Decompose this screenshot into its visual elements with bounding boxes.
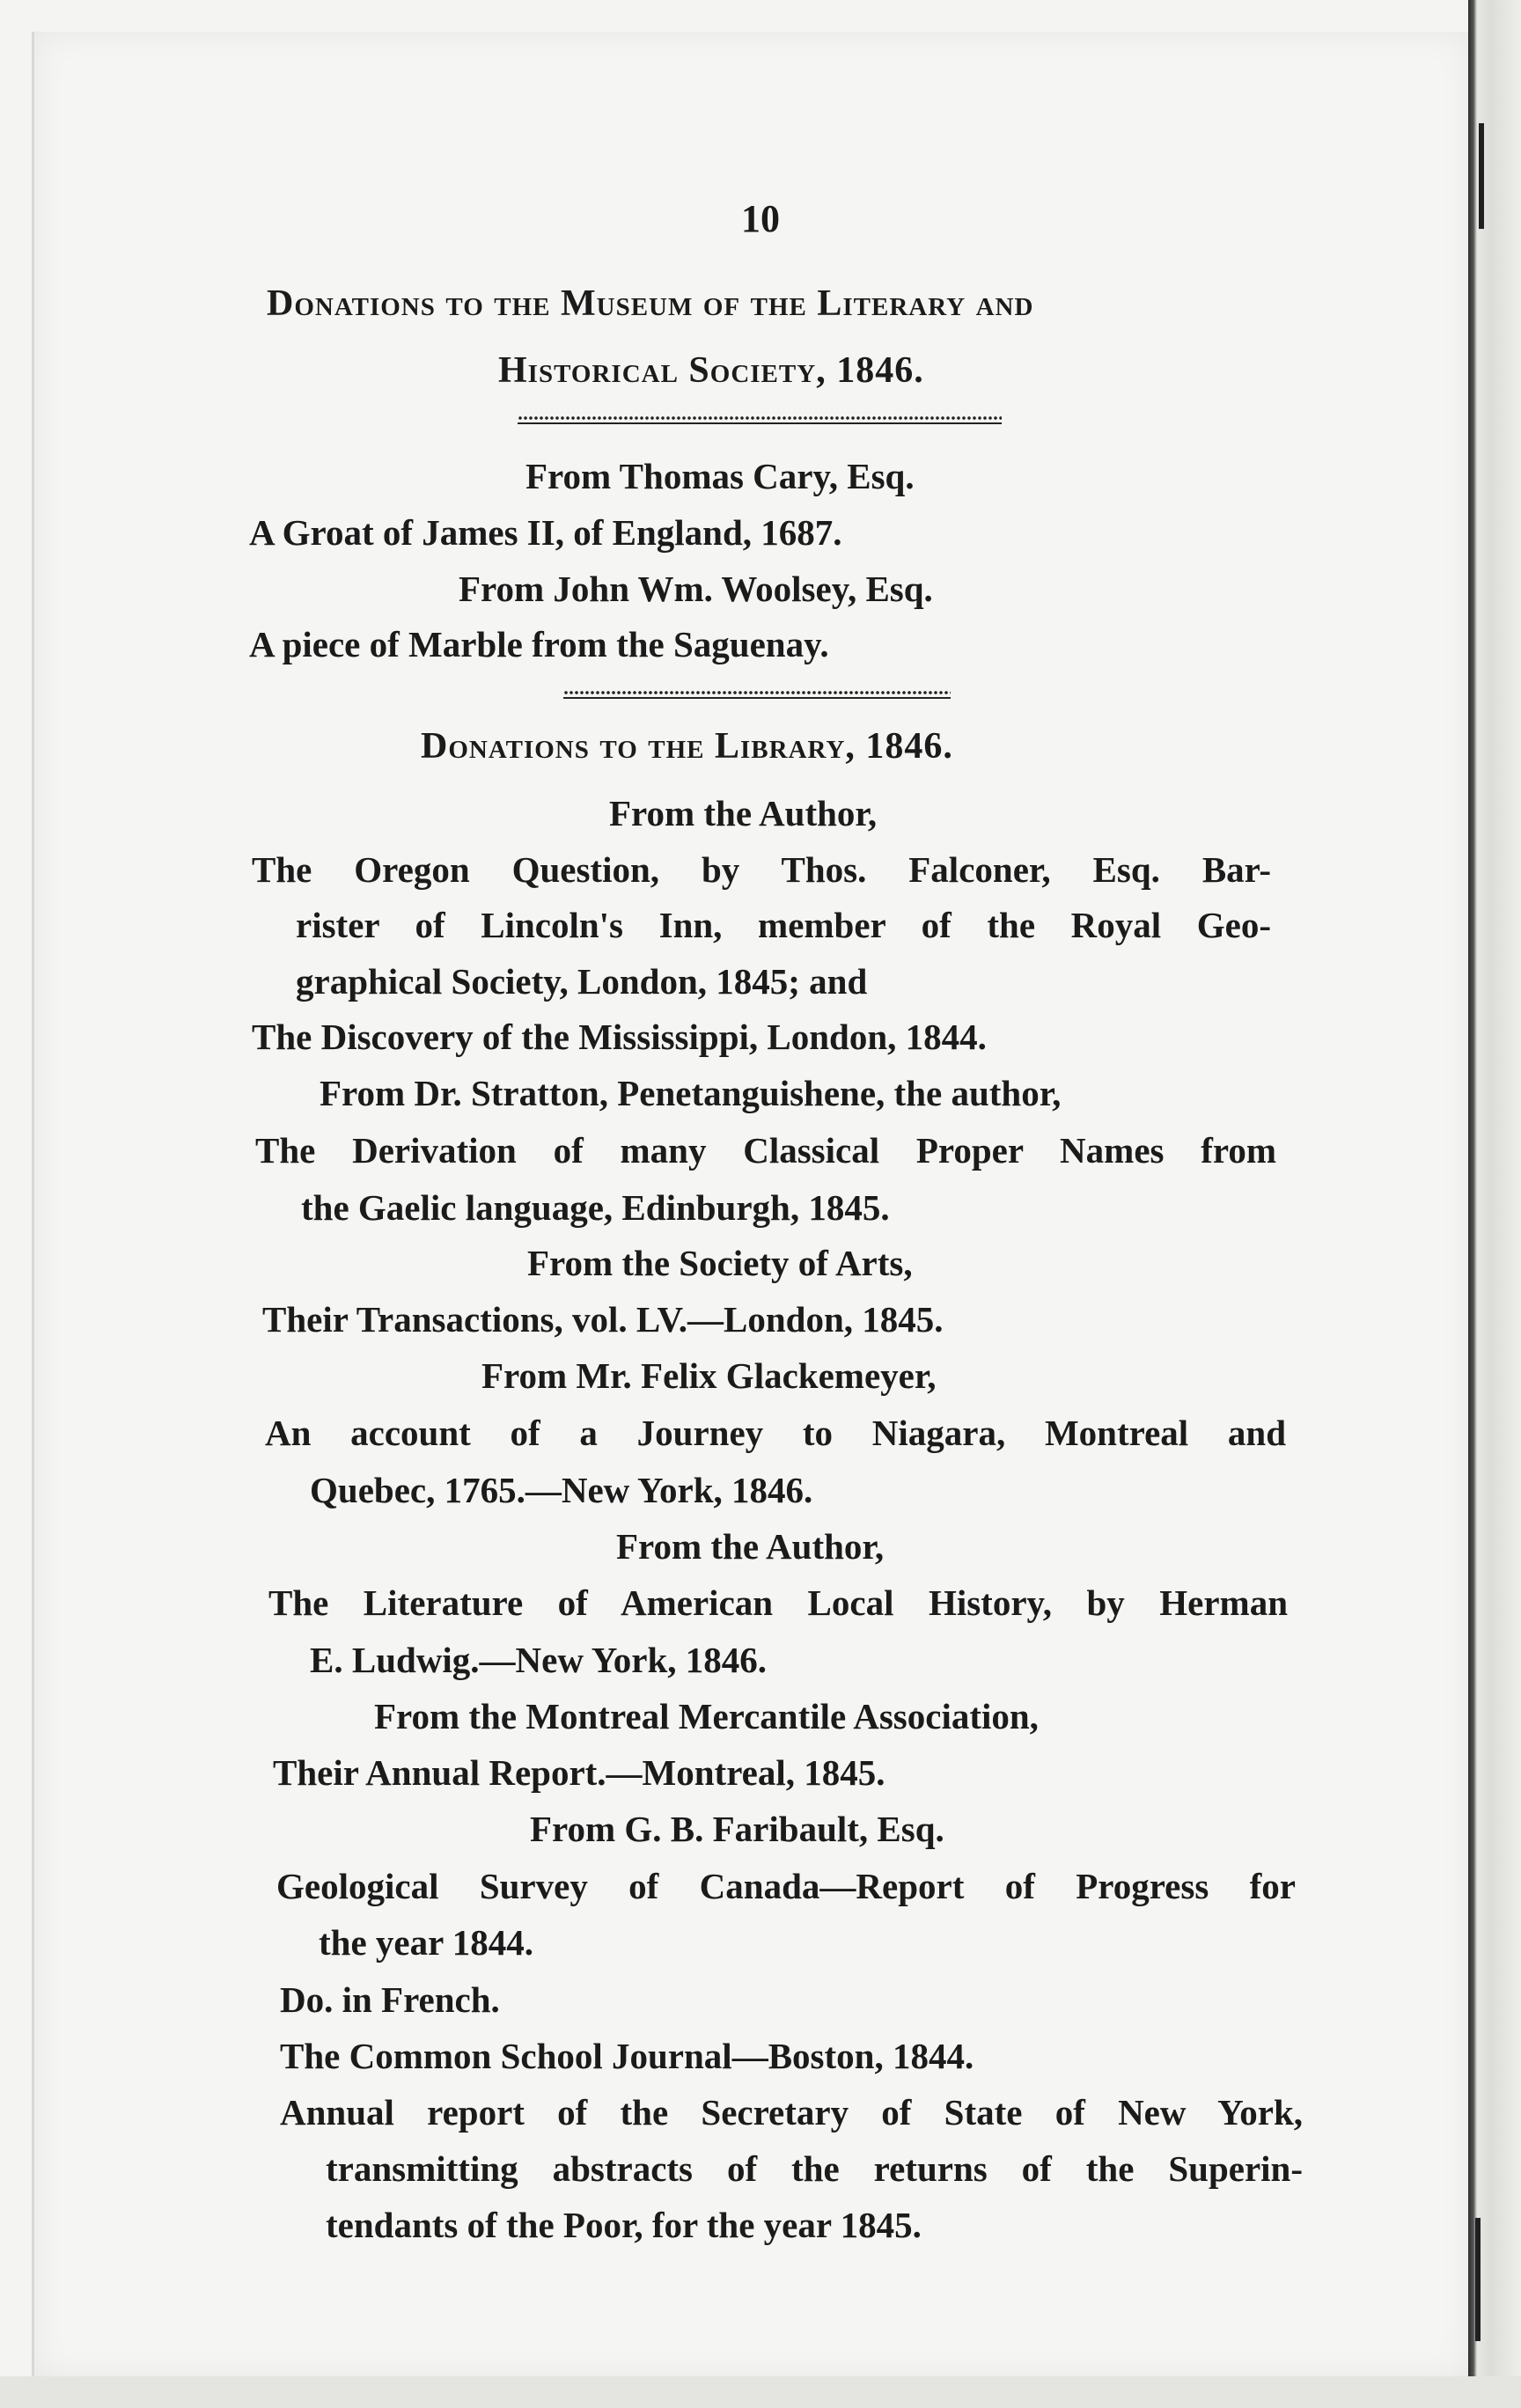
library-french: Do. in French. xyxy=(280,1979,500,2020)
library-oregon-line2: rister of Lincoln's Inn, member of the Royal Geo- xyxy=(296,905,1271,945)
library-secretary-line2: transmitting abstracts of the returns of the Superin- xyxy=(326,2148,1303,2189)
museum-item-2: A piece of Marble from the Saguenay. xyxy=(249,624,829,664)
library-geological-line1: Geological Survey of Canada—Report of Progress for xyxy=(276,1866,1296,1906)
museum-title-rule xyxy=(518,414,1002,424)
library-donor-1: From the Author, xyxy=(609,793,878,833)
library-geological-line2: the year 1844. xyxy=(319,1922,534,1963)
library-secretary-line1: Annual report of the Secretary of State of New York, xyxy=(280,2092,1303,2133)
library-derivation-line1: The Derivation of many Classical Proper Names from xyxy=(255,1130,1276,1171)
library-donor-3: From the Society of Arts, xyxy=(527,1243,913,1283)
library-transactions: Their Transactions, vol. LV.—London, 1845. xyxy=(262,1299,944,1340)
library-derivation-line2: the Gaelic language, Edinburgh, 1845. xyxy=(301,1187,890,1228)
library-journey-line2: Quebec, 1765.—New York, 1846. xyxy=(310,1470,813,1510)
library-secretary-line3: tendants of the Poor, for the year 1845. xyxy=(326,2205,922,2245)
page-number: 10 xyxy=(741,197,780,240)
library-annual-report: Their Annual Report.—Montreal, 1845. xyxy=(273,1752,885,1793)
library-donor-7: From G. B. Faribault, Esq. xyxy=(530,1809,944,1849)
library-literature-line2: E. Ludwig.—New York, 1846. xyxy=(310,1640,768,1680)
library-donor-5: From the Author, xyxy=(616,1526,885,1567)
library-journey-line1: An account of a Journey to Niagara, Montreal and xyxy=(265,1413,1286,1453)
museum-item-1: A Groat of James II, of England, 1687. xyxy=(249,512,842,553)
library-title: Donations to the Library, 1846. xyxy=(421,726,953,767)
library-mississippi: The Discovery of the Mississippi, London, 1844. xyxy=(252,1017,987,1057)
library-oregon-line3: graphical Society, London, 1845; and xyxy=(296,961,868,1002)
library-donor-2: From Dr. Stratton, Penetanguishene, the author, xyxy=(320,1073,1062,1113)
library-donor-4: From Mr. Felix Glackemeyer, xyxy=(481,1355,937,1396)
museum-donor-1: From Thomas Cary, Esq. xyxy=(525,456,915,496)
library-literature-line1: The Literature of American Local History, by Herman xyxy=(268,1582,1288,1623)
library-oregon-line1: The Oregon Question, by Thos. Falconer, Esq. Bar- xyxy=(252,849,1271,890)
museum-donor-2: From John Wm. Woolsey, Esq. xyxy=(459,569,933,609)
museum-title-line2: Historical Society, 1846. xyxy=(498,350,924,391)
museum-title-line1: Donations to the Museum of the Literary and xyxy=(267,283,1034,324)
library-school-journal: The Common School Journal—Boston, 1844. xyxy=(280,2036,974,2076)
section-divider-rule xyxy=(563,688,951,699)
library-donor-6: From the Montreal Mercantile Association, xyxy=(374,1696,1039,1736)
